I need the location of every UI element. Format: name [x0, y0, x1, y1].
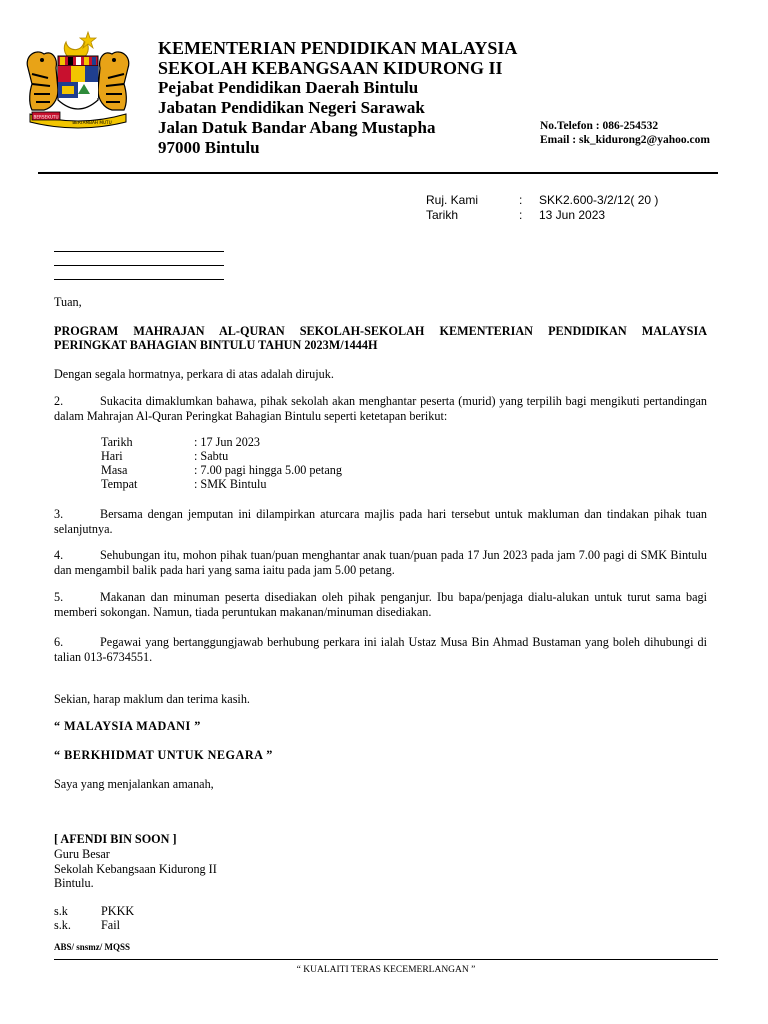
paragraph-2 — [54, 394, 707, 424]
paragraph-text: Makanan dan minuman peserta disediakan oleh pihak penganjur. Ibu bapa/penjaga dialu-alukan untuk turut sama bagi memberi sokongan. Namun, tiada peruntukan makanan/minuman disediakan. — [54, 590, 707, 619]
detail-label-time: Masa — [101, 463, 128, 477]
paragraph-text: Sehubungan itu, mohon pihak tuan/puan menghantar anak tuan/puan pada 17 Jun 2023 pada jam 7.00 pagi di SMK Bintulu dan mengambil balik pada hari yang sama iaitu pada jam 5.00 petang. — [54, 548, 707, 577]
paragraph-text: Pegawai yang bertanggungjawab berhubung perkara ini ialah Ustaz Musa Bin Ahmad Bustaman yang boleh dihubungi di talian 013-6734551. — [54, 635, 707, 664]
email-address: Email : sk_kidurong2@yahoo.com — [540, 134, 710, 146]
cc-label: s.k — [54, 904, 68, 918]
svg-text:BERSEKUTU: BERSEKUTU — [33, 114, 59, 120]
opening-sentence: Dengan segala hormatnya, perkara di atas adalah dirujuk. — [54, 367, 334, 381]
paragraph-text: Bersama dengan jemputan ini dilampirkan aturcara majlis pada hari tersebut untuk makluman dan tindakan pihak tuan selanjutnya. — [54, 507, 707, 536]
paragraph-4 — [54, 548, 707, 578]
phone-number: No.Telefon : 086-254532 — [540, 120, 659, 132]
recipient-line — [54, 279, 224, 280]
reference-initials: ABS/ snsmz/ MQSS — [54, 942, 131, 952]
school-name: SEKOLAH KEBANGSAAN KIDURONG II — [158, 58, 503, 78]
cc-recipient: Fail — [101, 918, 120, 932]
salutation: Tuan, — [54, 295, 82, 309]
footer-divider — [54, 959, 718, 960]
paragraph-number: 2. — [54, 394, 64, 408]
paragraph-number: 6. — [54, 635, 64, 649]
detail-value-time: : 7.00 pagi hingga 5.00 petang — [194, 463, 342, 477]
paragraph-text: Sukacita dimaklumkan bahawa, pihak sekolah akan menghantar peserta (murid) yang terpilih bagi mengikuti pertandingan dalam Mahrajan Al-Quran Peringkat Bahagian Bintulu seperti ketetapan berikut: — [54, 394, 707, 423]
signatory-title: Guru Besar — [54, 847, 110, 861]
recipient-line — [54, 265, 224, 266]
detail-label-day: Hari — [101, 449, 123, 463]
footer-motto: “ KUALAITI TERAS KECEMERLANGAN ” — [296, 965, 476, 975]
paragraph-number: 5. — [54, 590, 64, 604]
jata-negara-crest — [22, 28, 134, 132]
subject-line-1: PROGRAM MAHRAJAN AL-QURAN SEKOLAH-SEKOLAH KEMENTERIAN PENDIDIKAN MALAYSIA — [54, 324, 707, 338]
detail-label-date: Tarikh — [101, 435, 133, 449]
detail-value-date: : 17 Jun 2023 — [194, 435, 261, 449]
signatory-school: Sekolah Kebangsaan Kidurong II — [54, 862, 217, 876]
address-postcode: 97000 Bintulu — [158, 138, 260, 157]
cc-recipient: PKKK — [101, 904, 135, 918]
paragraph-5 — [54, 590, 707, 620]
paragraph-number: 4. — [54, 548, 64, 562]
detail-label-venue: Tempat — [101, 477, 138, 491]
subject-line-2: PERINGKAT BAHAGIAN BINTULU TAHUN 2023M/1444H — [54, 338, 378, 352]
cc-label: s.k. — [54, 918, 71, 932]
svg-text:BERTAMBAH MUTU: BERTAMBAH MUTU — [72, 120, 112, 125]
detail-value-venue: : SMK Bintulu — [194, 477, 267, 491]
date-label: Tarikh — [426, 208, 459, 222]
state-department: Jabatan Pendidikan Negeri Sarawak — [158, 98, 425, 117]
district-office: Pejabat Pendidikan Daerah Bintulu — [158, 78, 419, 97]
paragraph-3 — [54, 507, 707, 537]
letter-date: 13 Jun 2023 — [539, 208, 606, 222]
address-street: Jalan Datuk Bandar Abang Mustapha — [158, 118, 436, 137]
ref-colon: : — [519, 193, 523, 207]
ref-label: Ruj. Kami — [426, 193, 479, 207]
date-colon: : — [519, 208, 523, 222]
detail-value-day: : Sabtu — [194, 449, 229, 463]
header-divider — [38, 172, 718, 174]
recipient-line — [54, 251, 224, 252]
paragraph-6 — [54, 635, 707, 665]
signatory-name: [ AFENDI BIN SOON ] — [54, 832, 177, 846]
sign-intro: Saya yang menjalankan amanah, — [54, 777, 214, 791]
signatory-town: Bintulu. — [54, 876, 94, 890]
slogan-berkhidmat: “ BERKHIDMAT UNTUK NEGARA ” — [54, 748, 273, 762]
paragraph-number: 3. — [54, 507, 64, 521]
closing-sentence: Sekian, harap maklum dan terima kasih. — [54, 692, 250, 706]
ministry-name: KEMENTERIAN PENDIDIKAN MALAYSIA — [158, 38, 518, 58]
slogan-madani: “ MALAYSIA MADANI ” — [54, 719, 201, 733]
ref-number: SKK2.600-3/2/12( 20 ) — [539, 193, 659, 207]
